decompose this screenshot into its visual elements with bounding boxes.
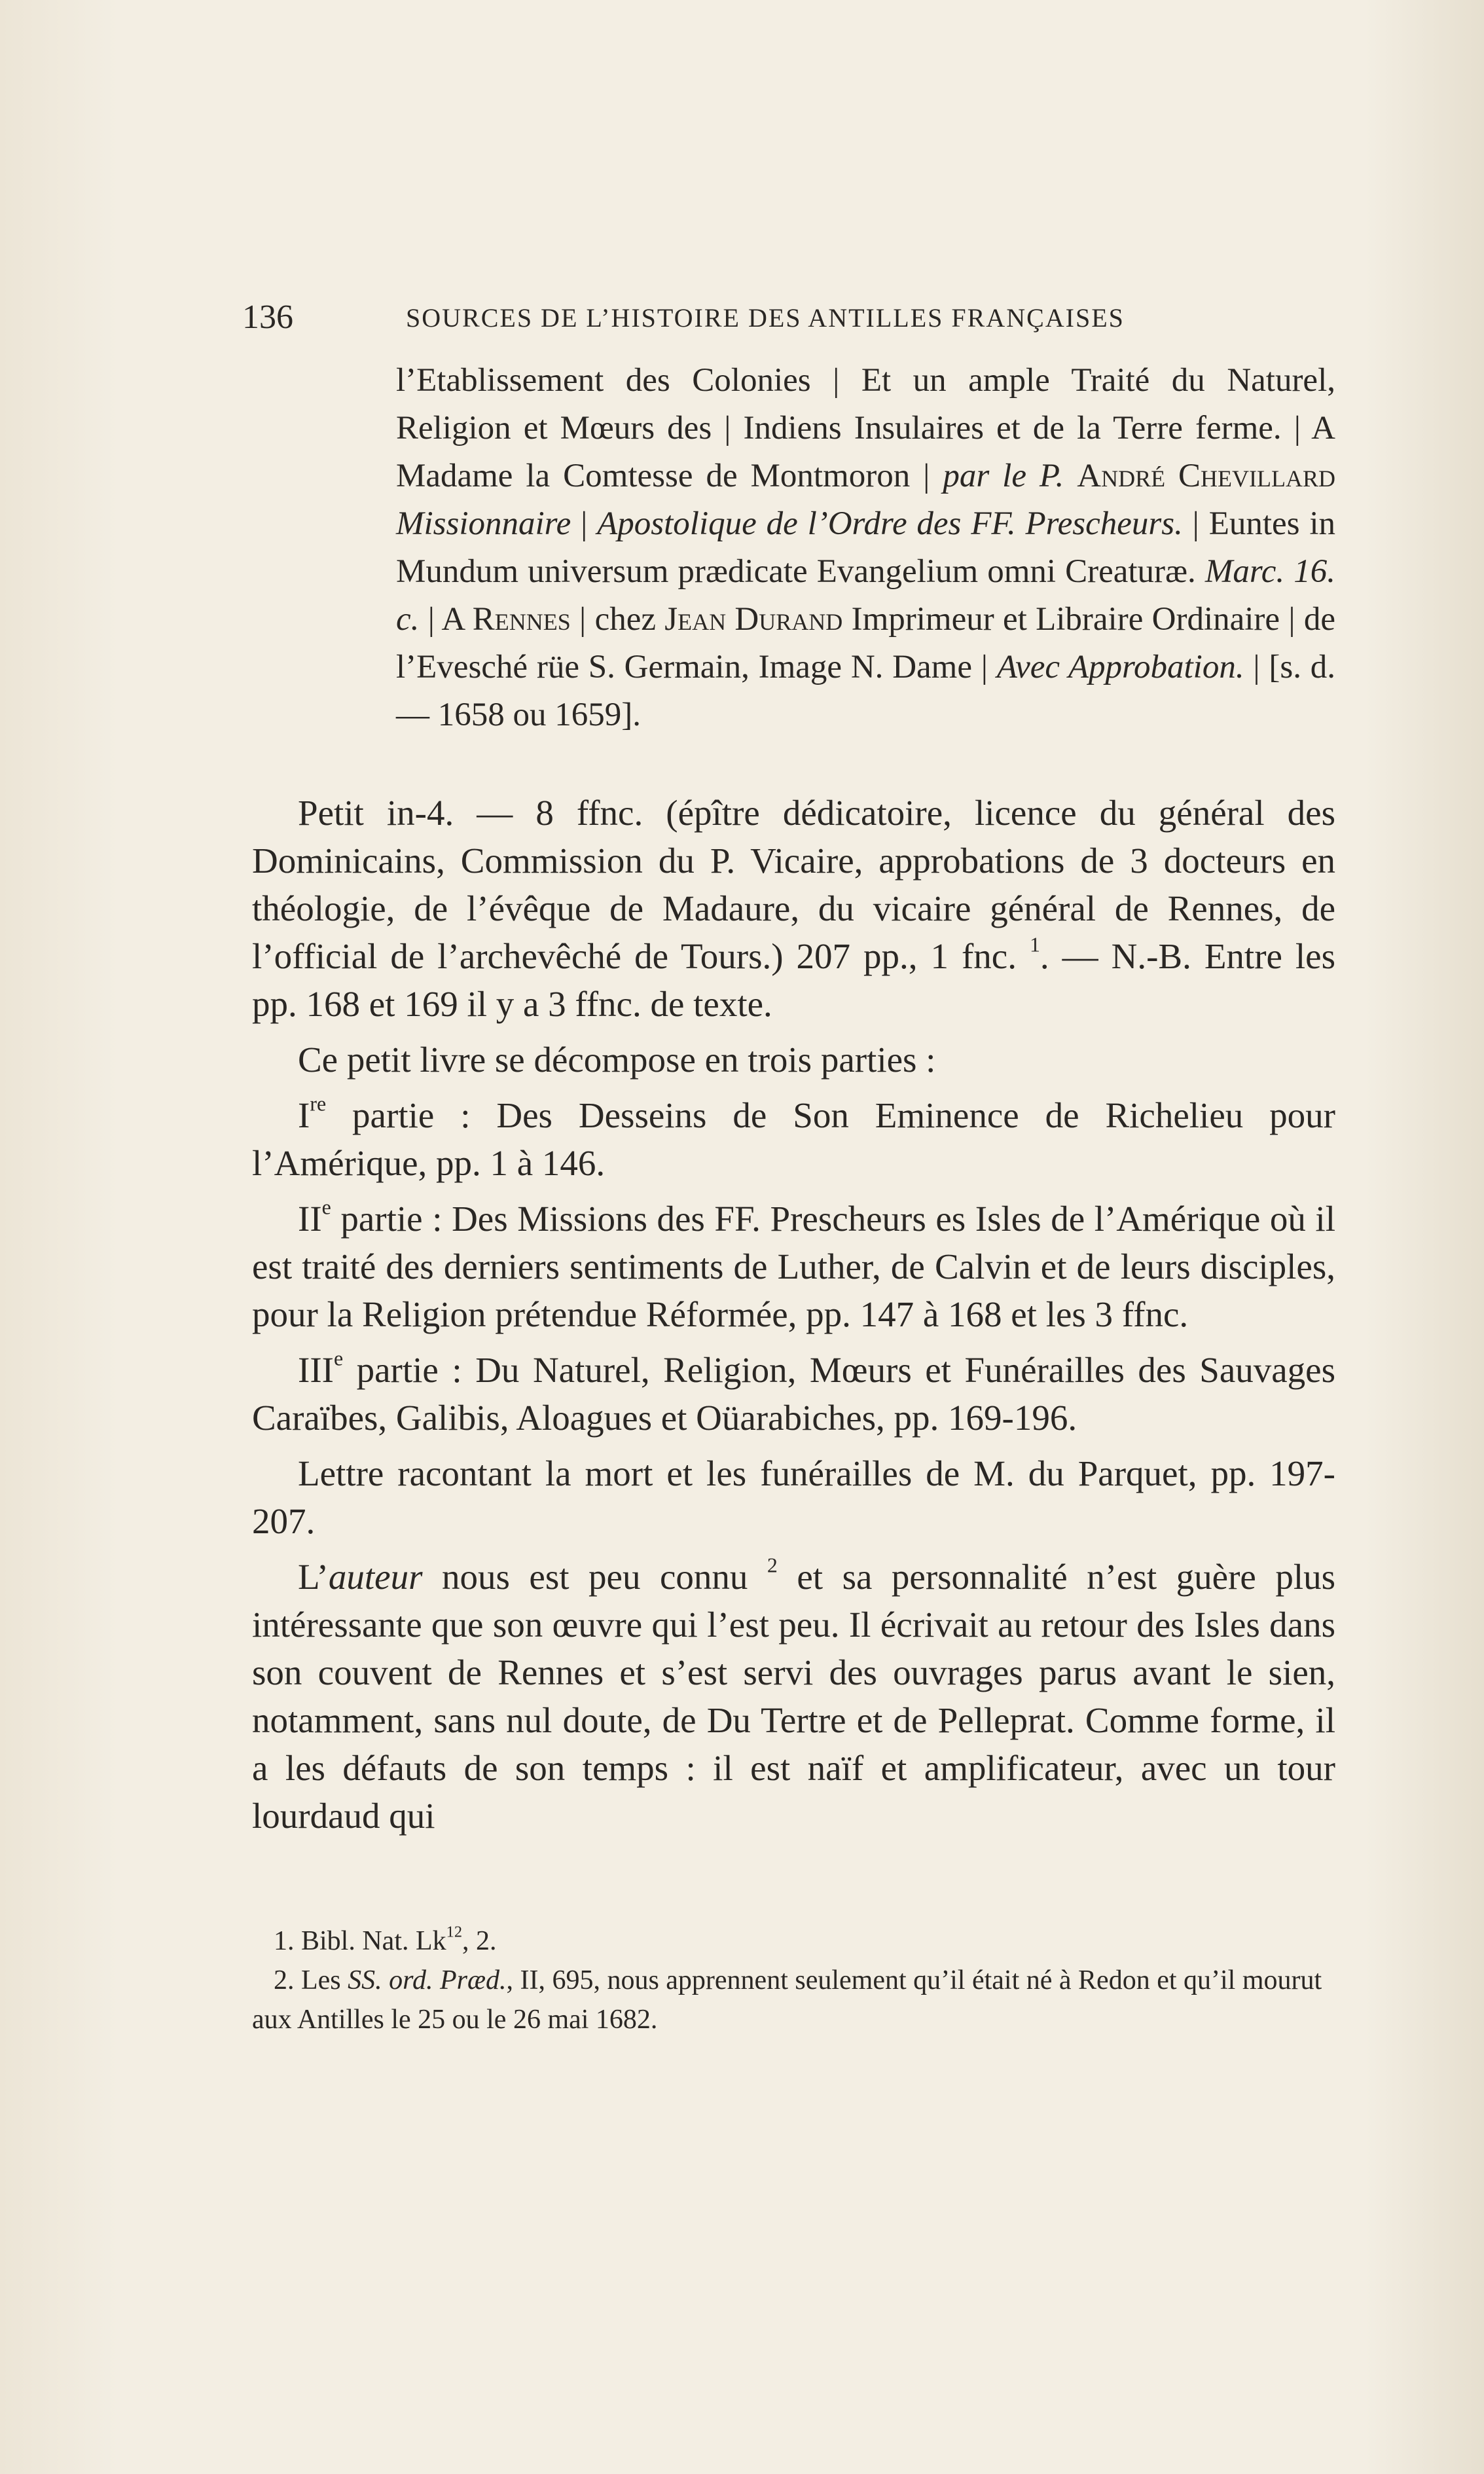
title-text: | Euntes in Mundum universum prædicate Evangelium omni Creaturæ.: [396, 505, 1335, 590]
title-italic: Apostolique de l’Ordre des FF. Prescheurs.: [597, 505, 1183, 542]
part-number: II: [298, 1199, 322, 1239]
title-text: Imprimeur et Libraire Ordinaire | de l’Evesché rüe S. Germain, Image N. Dame |: [396, 601, 1336, 685]
bibliographic-title: [396, 357, 1335, 739]
footnote-italic: SS. ord. Præd.: [348, 1965, 507, 1995]
paragraph-part-3: [252, 1346, 1335, 1442]
page-number: 136: [242, 299, 293, 336]
paragraph-text: et sa personnalité n’est guère plus intéressante que son œuvre qui l’est peu. Il écrivait au retour des Isles dans son couvent de Rennes et s’est servi des ouvrages parus avant le sien, notamment, sans nul doute, de Du Tertre et de Pelleprat. Comme forme, il a les défauts de son temps : il est naïf et amplificateur, avec un tour lourdaud qui: [252, 1557, 1336, 1836]
paragraph-text: partie : Du Naturel, Religion, Mœurs et Funérailles des Sauvages Caraïbes, Galibis, Aloagues et Oüarabiches, pp. 169-196.: [252, 1350, 1335, 1438]
body-text: [252, 789, 1335, 1847]
title-space: [1064, 458, 1077, 494]
title-separator: |: [571, 505, 598, 542]
footnote-text: 2. Les: [274, 1965, 348, 1995]
paragraph-part-2: [252, 1195, 1335, 1338]
part-number: I: [298, 1095, 310, 1135]
title-italic: Missionnaire: [396, 505, 571, 542]
footnote-1: [252, 1921, 1335, 1961]
footnote-2: [252, 1961, 1335, 2039]
footnote-text: 1. Bibl. Nat. Lk: [274, 1926, 446, 1956]
title-text: | chez: [570, 601, 665, 638]
page-header: [242, 295, 1237, 340]
running-title: SOURCES DE L’HISTOIRE DES ANTILLES FRANÇAISES: [406, 303, 1125, 333]
italic-word: auteur: [328, 1557, 423, 1597]
ordinal-suffix: e: [333, 1347, 344, 1370]
paragraph-text: . — N.-B. Entre les pp. 168 et 169 il y a 3 ffnc. de texte.: [252, 936, 1335, 1024]
footnote-ref: 1: [1029, 933, 1040, 956]
ordinal-suffix: re: [310, 1092, 327, 1116]
paragraph-text: partie : Des Desseins de Son Eminence de Richelieu pour l’Amérique, pp. 1 à 146.: [252, 1095, 1335, 1183]
place-name: Rennes: [472, 601, 571, 638]
paragraph-text: partie : Des Missions des FF. Prescheurs es Isles de l’Amérique où il est traité des derniers sentiments de Luther, de Calvin et de leurs disciples, pour la Religion prétendue Réformée, pp. 147 à 168 et les 3 ffnc.: [252, 1199, 1335, 1334]
footnote-ref: 2: [767, 1554, 778, 1577]
paragraph-part-1: [252, 1091, 1335, 1187]
footnote-text: , II, 695, nous apprennent seulement qu’il était né à Redon et qu’il mourut aux Antilles le 25 ou le 26 mai 1682.: [252, 1965, 1322, 2035]
printer-name: Jean Durand: [664, 601, 843, 638]
title-italic: par le P.: [943, 458, 1064, 494]
paragraph-text: L’: [298, 1557, 329, 1597]
paragraph-author: [252, 1553, 1335, 1840]
author-name: André Chevillard: [1077, 458, 1336, 494]
title-text: | A: [419, 601, 473, 638]
title-text: l’Etablissement des Colonies | Et un ample Traité du Naturel, Religion et Mœurs des | Indiens Insulaires et de la Terre ferme. | A Madame la Comtesse de Montmoron |: [396, 362, 1335, 494]
part-number: III: [298, 1350, 334, 1390]
paragraph-letter: Lettre racontant la mort et les funérailles de M. du Parquet, pp. 197-207.: [252, 1453, 1335, 1541]
footnote-superscript: 12: [446, 1923, 463, 1941]
title-text: | [s. d. — 1658 ou 1659].: [396, 649, 1335, 733]
ordinal-suffix: e: [321, 1195, 331, 1219]
title-italic: Avec Approbation.: [996, 649, 1244, 685]
paragraph-text: Petit in-4. — 8 ffnc. (épître dédicatoire, licence du général des Dominicains, Commission du P. Vicaire, approbations de 3 docteurs en théologie, de l’évêque de Madaure, du vicaire général de Rennes, de l’official de l’archevêché de Tours.) 207 pp., 1 fnc.: [252, 793, 1335, 976]
paragraph-description: [252, 789, 1335, 1028]
paragraph-parts-intro: Ce petit livre se décompose en trois parties :: [298, 1040, 936, 1080]
paragraph-text: nous est peu connu: [422, 1557, 767, 1597]
footnote-text: , 2.: [462, 1926, 497, 1956]
footnotes: [252, 1921, 1335, 2039]
title-italic: Marc. 16. c.: [396, 553, 1335, 638]
